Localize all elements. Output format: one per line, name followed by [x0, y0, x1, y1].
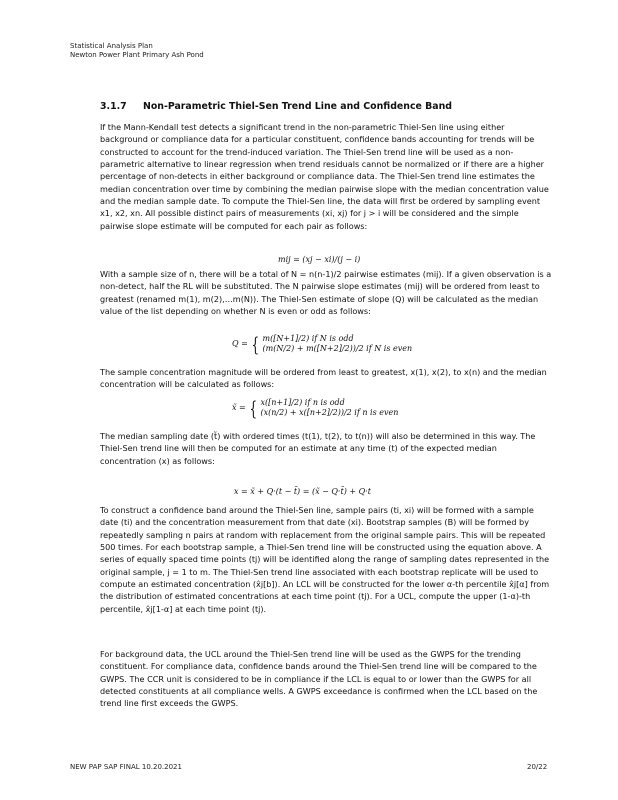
paragraph-text: The sample concentration magnitude will be ordered from least to greatest, x(1), x(2), to x(n) and the median concentration will be calculated as follows:: [100, 367, 547, 390]
paragraph-median-concentration: [100, 366, 552, 391]
paragraph-text: If the Mann-Kendall test detects a significant trend in the non-parametric Thiel-Sen line using either background or compliance data for a particular constituent, confidence bands accounting for trends will be constructed to account for the trend-induced variation. The Thiel-Sen trend line will be used as a non-parametric alternative to linear regression when trend residuals cannot be normalized or if there are a higher percentage of non-detects in either background or compliance data. The Thiel-Sen trend line estimates the median concentration over time by combining the median pairwise slope with the median concentration value and the median sample date. To compute the Thiel-Sen line, the data will first be ordered by sampling event x1, x2, xn. All possible distinct pairs of measurements (xi, xj) for j > i will be considered and the simple pairwise slope estimate will be computed for each pair as follows:: [100, 122, 549, 231]
section-title: Non-Parametric Thiel-Sen Trend Line and Confidence Band: [143, 101, 452, 112]
paragraph-median-date: [100, 430, 552, 467]
equation-trend-line: x = x̃ + Q·(t − t̃) = (x̃ − Q·t̃) + Q·t: [234, 487, 371, 496]
equation-cases: [263, 334, 413, 354]
equation-pairwise-slope: mij = (xj − xi)/(j − i): [278, 255, 361, 264]
section-number: 3.1.7: [100, 101, 127, 112]
header-site-name: Newton Power Plant Primary Ash Pond: [70, 51, 204, 59]
paragraph-slope-estimate: [100, 268, 552, 317]
equation-median-concentration: [232, 398, 398, 418]
header-plan-title: Statistical Analysis Plan: [70, 42, 153, 50]
case-odd: x([n+1]/2) if n is odd: [260, 398, 345, 407]
paragraph-text: The median sampling date (t̃) with ordered times (t(1), t(2), to t(n)) will also be determined in this way. The Thiel-Sen trend line will then be computed for an estimate at any time (t) of the expected median concentration (x) as follows:: [100, 431, 536, 466]
footer-page-number: 20/22: [527, 763, 548, 771]
paragraph-text: To construct a confidence band around the Thiel-Sen line, sample pairs (ti, xi) will be formed with a sample date (ti) and the concentration measurement from that date (xi). Bootstrap samples (B) will be formed by repeatedly sampling n pairs at random with replacement from the original sample pairs. This will be repeated 500 times. For each bootstrap sample, a Thiel-Sen trend line will be constructed using the equation above. A series of equally spaced time points (tj) will be identified along the range of sampling dates represented in the original sample, j = 1 to m. The Thiel-Sen trend line associated with each bootstrap replicate will be used to compute an estimated concentration (x̂j[b]). An LCL will be constructed for the lower α-th percentile x̂j[α] from the distribution of estimated concentrations at each time point (tj). For a UCL, compute the upper (1-α)-th percentile, x̂j[1-α] at each time point (tj).: [100, 505, 550, 614]
equation-lhs: x̃ =: [232, 403, 246, 412]
brace-symbol: {: [249, 396, 257, 420]
equation-lhs: Q =: [232, 339, 248, 348]
case-odd: m([N+1]/2) if N is odd: [262, 334, 354, 343]
section-heading: [100, 101, 452, 112]
document-header: [70, 42, 204, 60]
paragraph-compliance: [100, 648, 552, 710]
equation-cases: [261, 398, 399, 418]
case-even: (m(N/2) + m([N+2]/2))/2 if N is even: [262, 344, 413, 353]
paragraph-text: With a sample size of n, there will be a total of N = n(n-1)/2 pairwise estimates (mij). If a given observation is a non-detect, half the RL will be substituted. The N pairwise slope estimates (mij) will be ordered from least to greatest (renamed m(1), m(2),…m(N)). The Thiel-Sen estimate of slope (Q) will be calculated as the median value of the list depending on whether N is even or odd as follows:: [100, 269, 552, 317]
equation-median-slope: [232, 334, 412, 354]
footer-document-id: NEW PAP SAP FINAL 10.20.2021: [70, 763, 182, 771]
paragraph-intro: [100, 121, 552, 232]
paragraph-confidence-band: [100, 504, 552, 615]
paragraph-text: For background data, the UCL around the Thiel-Sen trend line will be used as the GWPS for the trending constituent. For compliance data, confidence bands around the Thiel-Sen trend line will be compared to the GWPS. The CCR unit is considered to be in compliance if the LCL is equal to or lower than the GWPS for all detected constituents at all compliance wells. A GWPS exceedance is confirmed when the LCL based on the trend line first exceeds the GWPS.: [100, 649, 538, 709]
case-even: (x(n/2) + x([n+2]/2))/2 if n is even: [260, 408, 399, 417]
brace-symbol: {: [251, 332, 259, 356]
